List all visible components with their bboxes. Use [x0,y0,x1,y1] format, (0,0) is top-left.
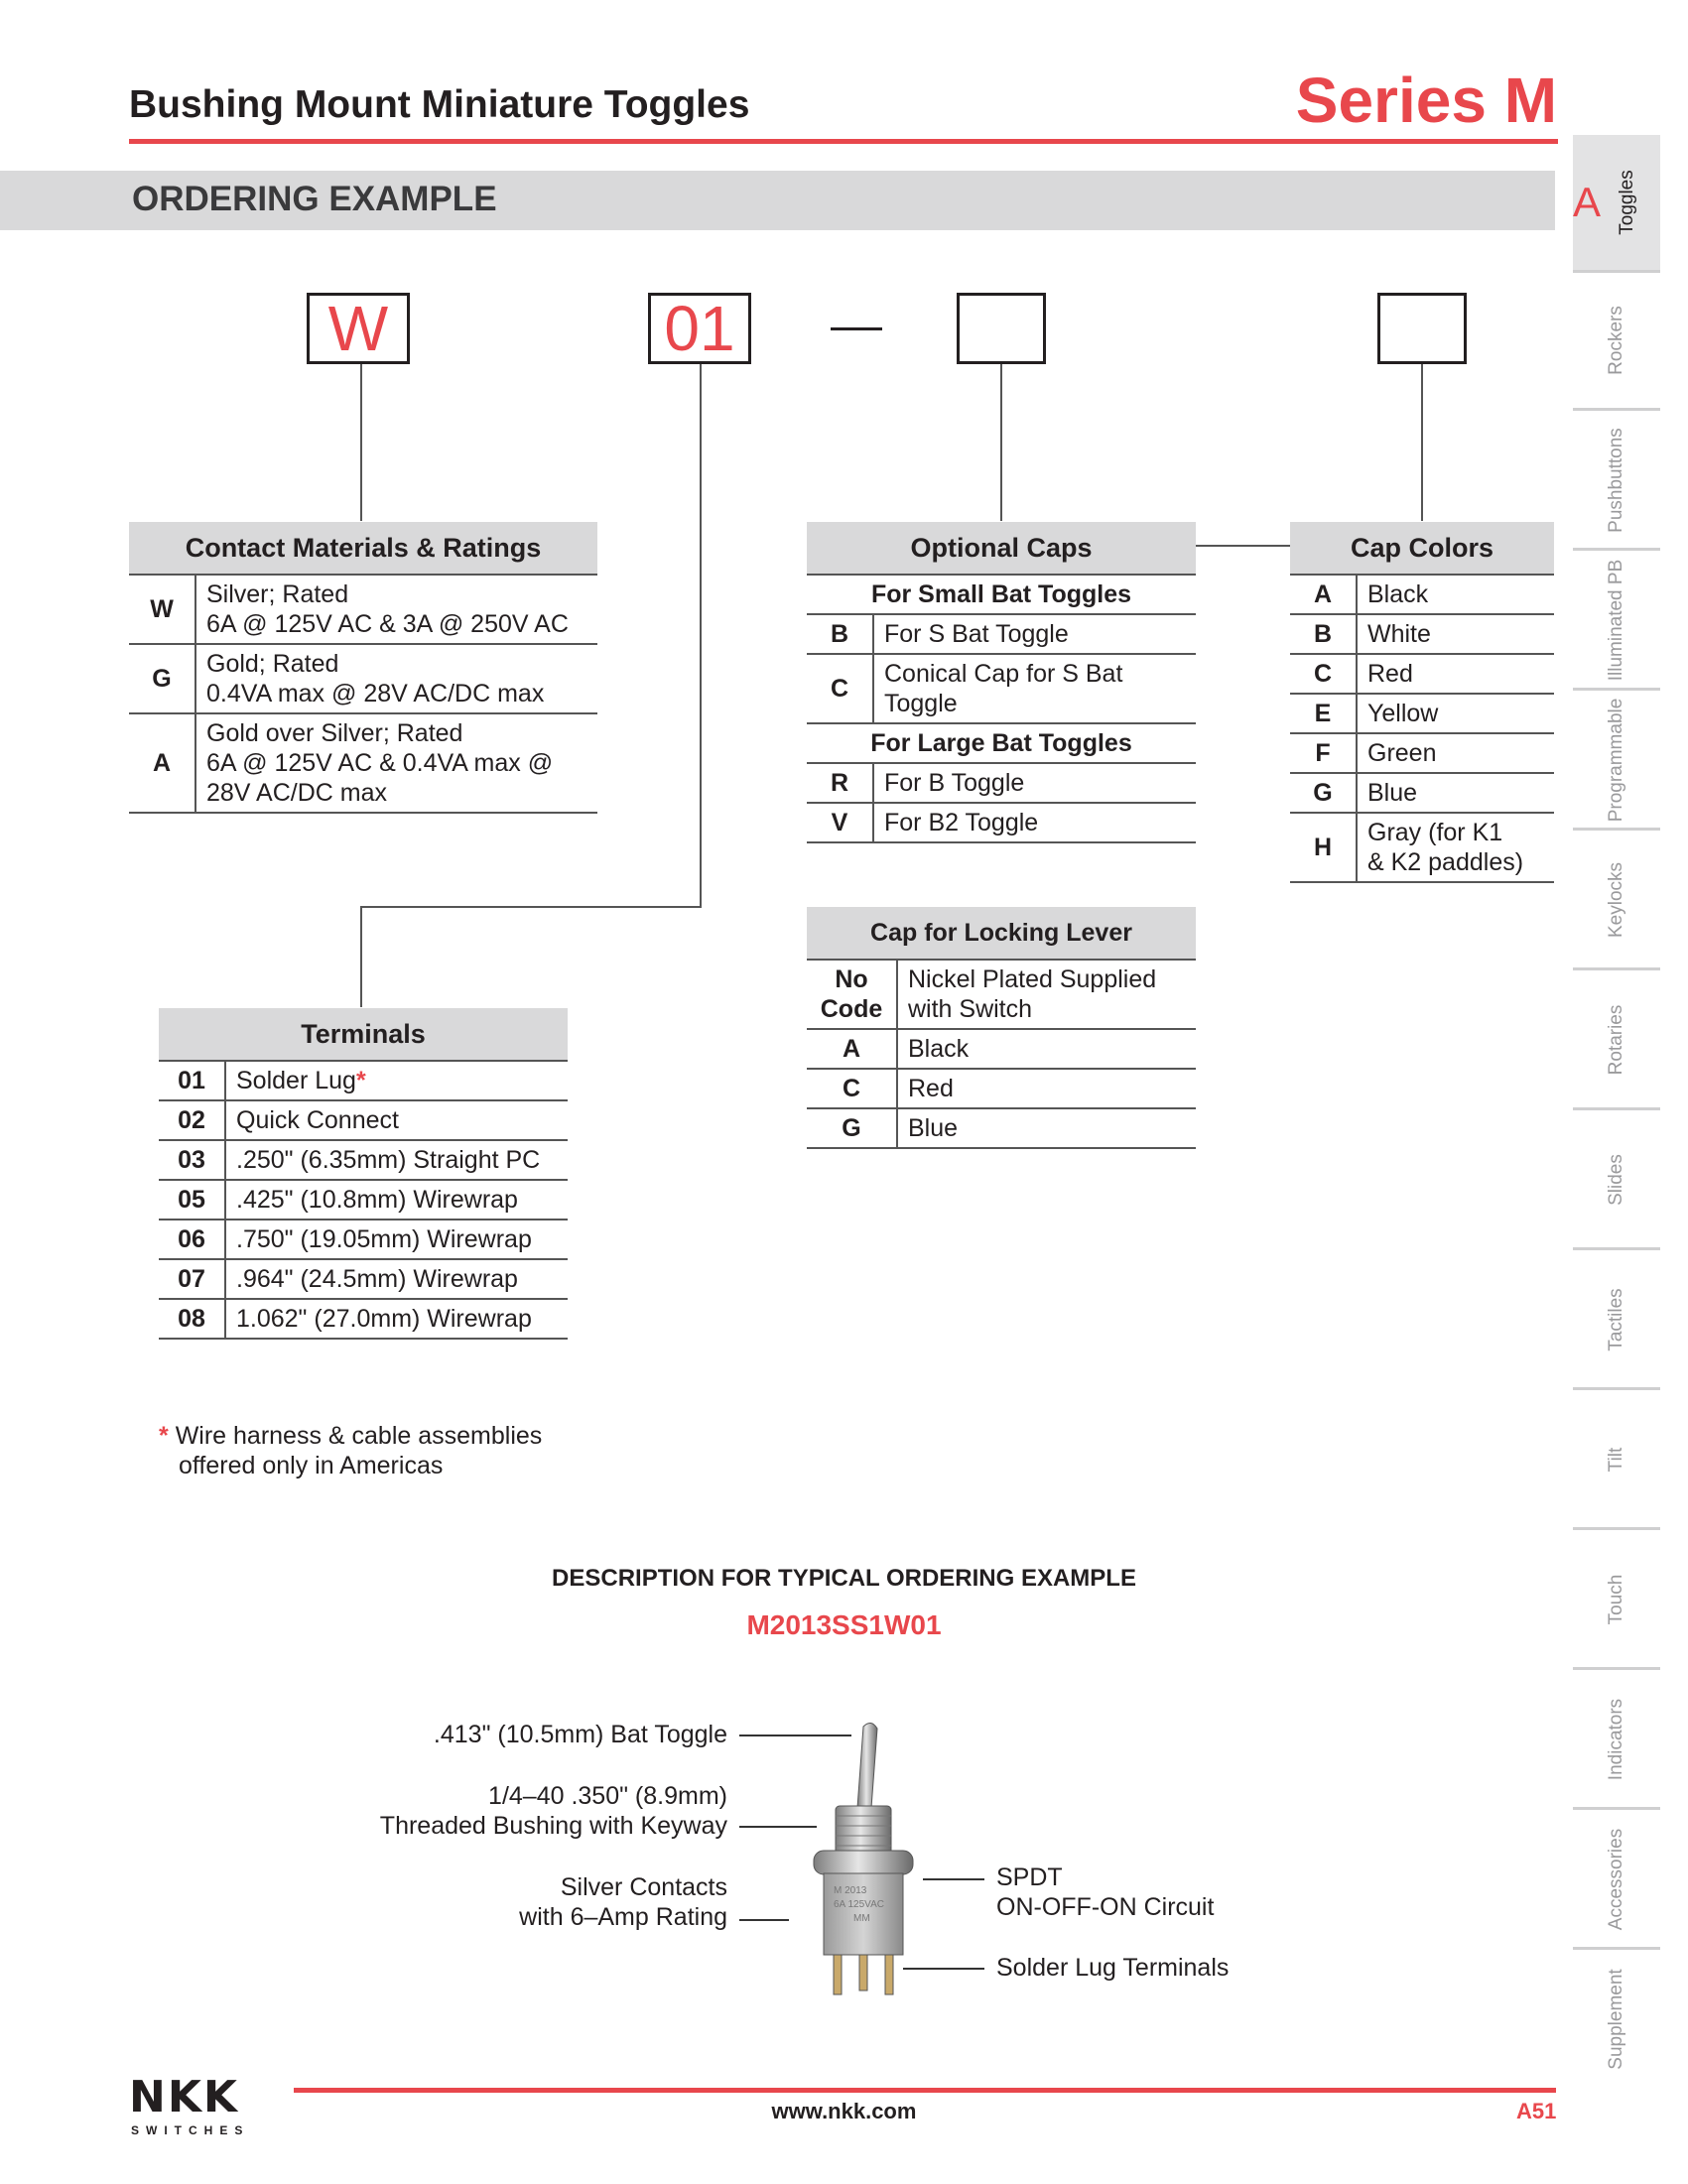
callout-line: SPDT [996,1863,1063,1891]
option-code: 05 [159,1180,225,1220]
option-desc [195,644,597,713]
table-row [807,763,1196,803]
option-desc: .750" (19.05mm) Wirewrap [225,1220,568,1259]
tab-keylocks[interactable] [1573,833,1660,970]
desc-line: Gold over Silver; Rated [206,719,463,747]
footnote-star: * [159,1422,169,1450]
option-code: W [129,575,195,644]
option-code: B [807,614,873,654]
section-title: ORDERING EXAMPLE [132,180,497,218]
code-line: Code [820,995,883,1023]
callout-line: with 6–Amp Rating [519,1903,727,1931]
desc-line: Silver; Rated [206,580,349,608]
option-code: 06 [159,1220,225,1259]
bat-lever [857,1723,877,1808]
table-row [1290,773,1554,813]
desc-line: with Switch [908,995,1033,1023]
connector-line [360,364,362,521]
option-desc: Conical Cap for S Bat Toggle [873,654,1196,723]
option-desc [225,1061,568,1100]
tab-accessories[interactable] [1573,1812,1660,1950]
option-desc: Red [1357,654,1554,694]
tab-label: Supplement [1606,1969,1626,2070]
callout-circuit [996,1863,1214,1922]
table-subheading: For Large Bat Toggles [807,723,1196,763]
desc-line: 6A @ 125V AC & 3A @ 250V AC [206,610,569,638]
tab-programmable[interactable] [1573,693,1660,831]
tab-label: Rotaries [1606,1004,1626,1076]
option-code: 03 [159,1140,225,1180]
table-title: Terminals [159,1008,568,1061]
series-title: Series M [1295,64,1557,136]
table-title: Cap Colors [1290,522,1554,575]
tab-rockers[interactable] [1573,273,1660,411]
nkk-logo: NKK [129,2072,240,2122]
tab-label: Keylocks [1606,861,1626,939]
toggle-switch-illustration [794,1717,943,2004]
page-number: A51 [1516,2099,1557,2123]
table-row [807,803,1196,842]
table-row [159,1259,568,1299]
option-code: V [807,803,873,842]
table-row [807,1029,1196,1069]
callout-line: Threaded Bushing with Keyway [379,1812,727,1840]
option-code: C [1290,654,1357,694]
option-code: G [1290,773,1357,813]
switch-print-line: 6A 125VAC [834,1899,884,1910]
connector-line [360,906,362,1007]
switch-print-line: M 2013 [834,1885,867,1896]
nkk-logo-subtitle: SWITCHES [131,2123,250,2137]
option-desc: Red [897,1069,1196,1108]
tab-label: Toggles [1616,170,1637,235]
desc-line: Nickel Plated Supplied [908,965,1157,993]
option-desc: For S Bat Toggle [873,614,1196,654]
option-desc: Blue [897,1108,1196,1148]
header-rule [129,139,1558,144]
table-row [1290,614,1554,654]
option-code: H [1290,813,1357,882]
optional-caps-table [807,522,1196,843]
option-desc: For B2 Toggle [873,803,1196,842]
table-row [1290,813,1554,882]
option-desc: .425" (10.8mm) Wirewrap [225,1180,568,1220]
example-part-number: M2013SS1W01 [746,1609,942,1640]
table-row [1290,575,1554,614]
code-box-cap-color [1377,293,1467,364]
tab-tilt[interactable] [1573,1392,1660,1530]
table-row [159,1061,568,1100]
table-row [807,654,1196,723]
table-row [807,1069,1196,1108]
option-desc: Black [897,1029,1196,1069]
desc-line: & K2 paddles) [1367,848,1524,876]
tab-supplement[interactable] [1573,1952,1660,2087]
table-row [129,575,597,644]
option-desc: Quick Connect [225,1100,568,1140]
locking-lever-table [807,907,1196,1149]
option-code: C [807,654,873,723]
code-box-terminal: 01 [648,293,751,364]
table-row [807,1108,1196,1148]
website-url[interactable]: www.nkk.com [771,2099,917,2123]
page-header-title: Bushing Mount Miniature Toggles [129,83,750,126]
tab-rotaries[interactable] [1573,972,1660,1110]
tab-label: Slides [1606,1154,1626,1206]
table-row [1290,694,1554,733]
code-line: No [835,965,868,993]
table-subheading: For Small Bat Toggles [807,575,1196,614]
tab-label: Rockers [1606,306,1626,375]
option-desc: .964" (24.5mm) Wirewrap [225,1259,568,1299]
connector-line [700,364,702,907]
option-desc: For B Toggle [873,763,1196,803]
option-desc: Blue [1357,773,1554,813]
option-code: G [129,644,195,713]
tab-label: Touch [1606,1574,1626,1625]
desc-line: 28V AC/DC max [206,779,388,807]
option-code: 02 [159,1100,225,1140]
tab-tactiles[interactable] [1573,1252,1660,1390]
option-desc: Yellow [1357,694,1554,733]
tab-label: Indicators [1606,1698,1626,1781]
cap-colors-table [1290,522,1554,883]
desc-text: Solder Lug [236,1067,356,1094]
solder-lug-terminal [834,1955,842,1994]
tab-illuminated-pb[interactable] [1573,553,1660,691]
table-row [807,960,1196,1029]
callout-bat: .413" (10.5mm) Bat Toggle [433,1721,727,1748]
tab-indicators[interactable] [1573,1672,1660,1810]
table-row [129,713,597,813]
footnote [159,1421,542,1480]
option-desc [195,575,597,644]
table-row [129,644,597,713]
connector-line [1000,364,1002,521]
tab-toggles[interactable] [1573,135,1660,273]
tab-label: Programmable [1606,698,1626,823]
option-desc: .250" (6.35mm) Straight PC [225,1140,568,1180]
table-row [159,1100,568,1140]
callout-line: ON-OFF-ON Circuit [996,1893,1215,1921]
connector-line [361,906,702,908]
table-row [1290,733,1554,773]
table-row [1290,654,1554,694]
terminals-table [159,1008,568,1340]
tab-letter: A [1573,179,1602,225]
code-box-cap [957,293,1046,364]
desc-line: Gray (for K1 [1367,819,1503,846]
footnote-line: offered only in Americas [179,1452,444,1479]
option-code: G [807,1108,897,1148]
option-code: A [129,713,195,813]
option-code: 07 [159,1259,225,1299]
callout-terminals: Solder Lug Terminals [996,1954,1230,1982]
desc-line: Gold; Rated [206,650,339,678]
option-code: C [807,1069,897,1108]
option-desc [897,960,1196,1029]
connector-line [1196,545,1290,547]
callout-line: Silver Contacts [560,1873,727,1901]
connector-line [1421,364,1423,521]
table-row [807,614,1196,654]
option-code: A [1290,575,1357,614]
tab-label: Pushbuttons [1606,428,1626,533]
option-code: 01 [159,1061,225,1100]
table-row [159,1220,568,1259]
option-desc: White [1357,614,1554,654]
leader-line [739,1919,789,1921]
option-desc: Green [1357,733,1554,773]
option-code: E [1290,694,1357,733]
table-row [159,1140,568,1180]
switch-print-line: MM [853,1913,870,1924]
desc-line: 6A @ 125V AC & 0.4VA max @ [206,749,554,777]
code-dash [831,327,882,330]
option-desc [1357,813,1554,882]
option-desc: Black [1357,575,1554,614]
table-title: Optional Caps [807,522,1196,575]
option-desc: 1.062" (27.0mm) Wirewrap [225,1299,568,1339]
table-row [159,1299,568,1339]
contact-materials-table [129,522,597,814]
option-code [807,960,897,1029]
option-code: F [1290,733,1357,773]
tab-label: Accessories [1606,1828,1626,1931]
tab-touch[interactable] [1573,1532,1660,1670]
table-title: Contact Materials & Ratings [129,522,597,575]
callout-line: 1/4–40 .350" (8.9mm) [488,1782,727,1810]
desc-line: 0.4VA max @ 28V AC/DC max [206,680,545,707]
footer-rule [294,2088,1556,2093]
option-code: B [1290,614,1357,654]
category-tabs [1573,135,1688,2085]
footnote-line: Wire harness & cable assemblies [175,1422,543,1450]
option-code: A [807,1029,897,1069]
mounting-nut [814,1851,913,1874]
callout-bushing [380,1781,727,1841]
tab-slides[interactable] [1573,1112,1660,1250]
table-row [159,1180,568,1220]
option-code: R [807,763,873,803]
tab-label: Illuminated PB [1606,559,1626,682]
description-title: DESCRIPTION FOR TYPICAL ORDERING EXAMPLE [552,1565,1136,1592]
tab-label: Tactiles [1606,1288,1626,1351]
option-code: 08 [159,1299,225,1339]
footnote-star: * [355,1067,366,1094]
solder-lug-terminal [885,1955,893,1994]
threaded-bushing [836,1806,891,1856]
tab-pushbuttons[interactable] [1573,413,1660,551]
callout-contacts [519,1872,727,1932]
option-desc [195,713,597,813]
code-box-contact: W [307,293,410,364]
solder-lug-terminal [859,1955,867,1991]
table-title: Cap for Locking Lever [807,907,1196,960]
tab-label: Tilt [1606,1447,1626,1473]
